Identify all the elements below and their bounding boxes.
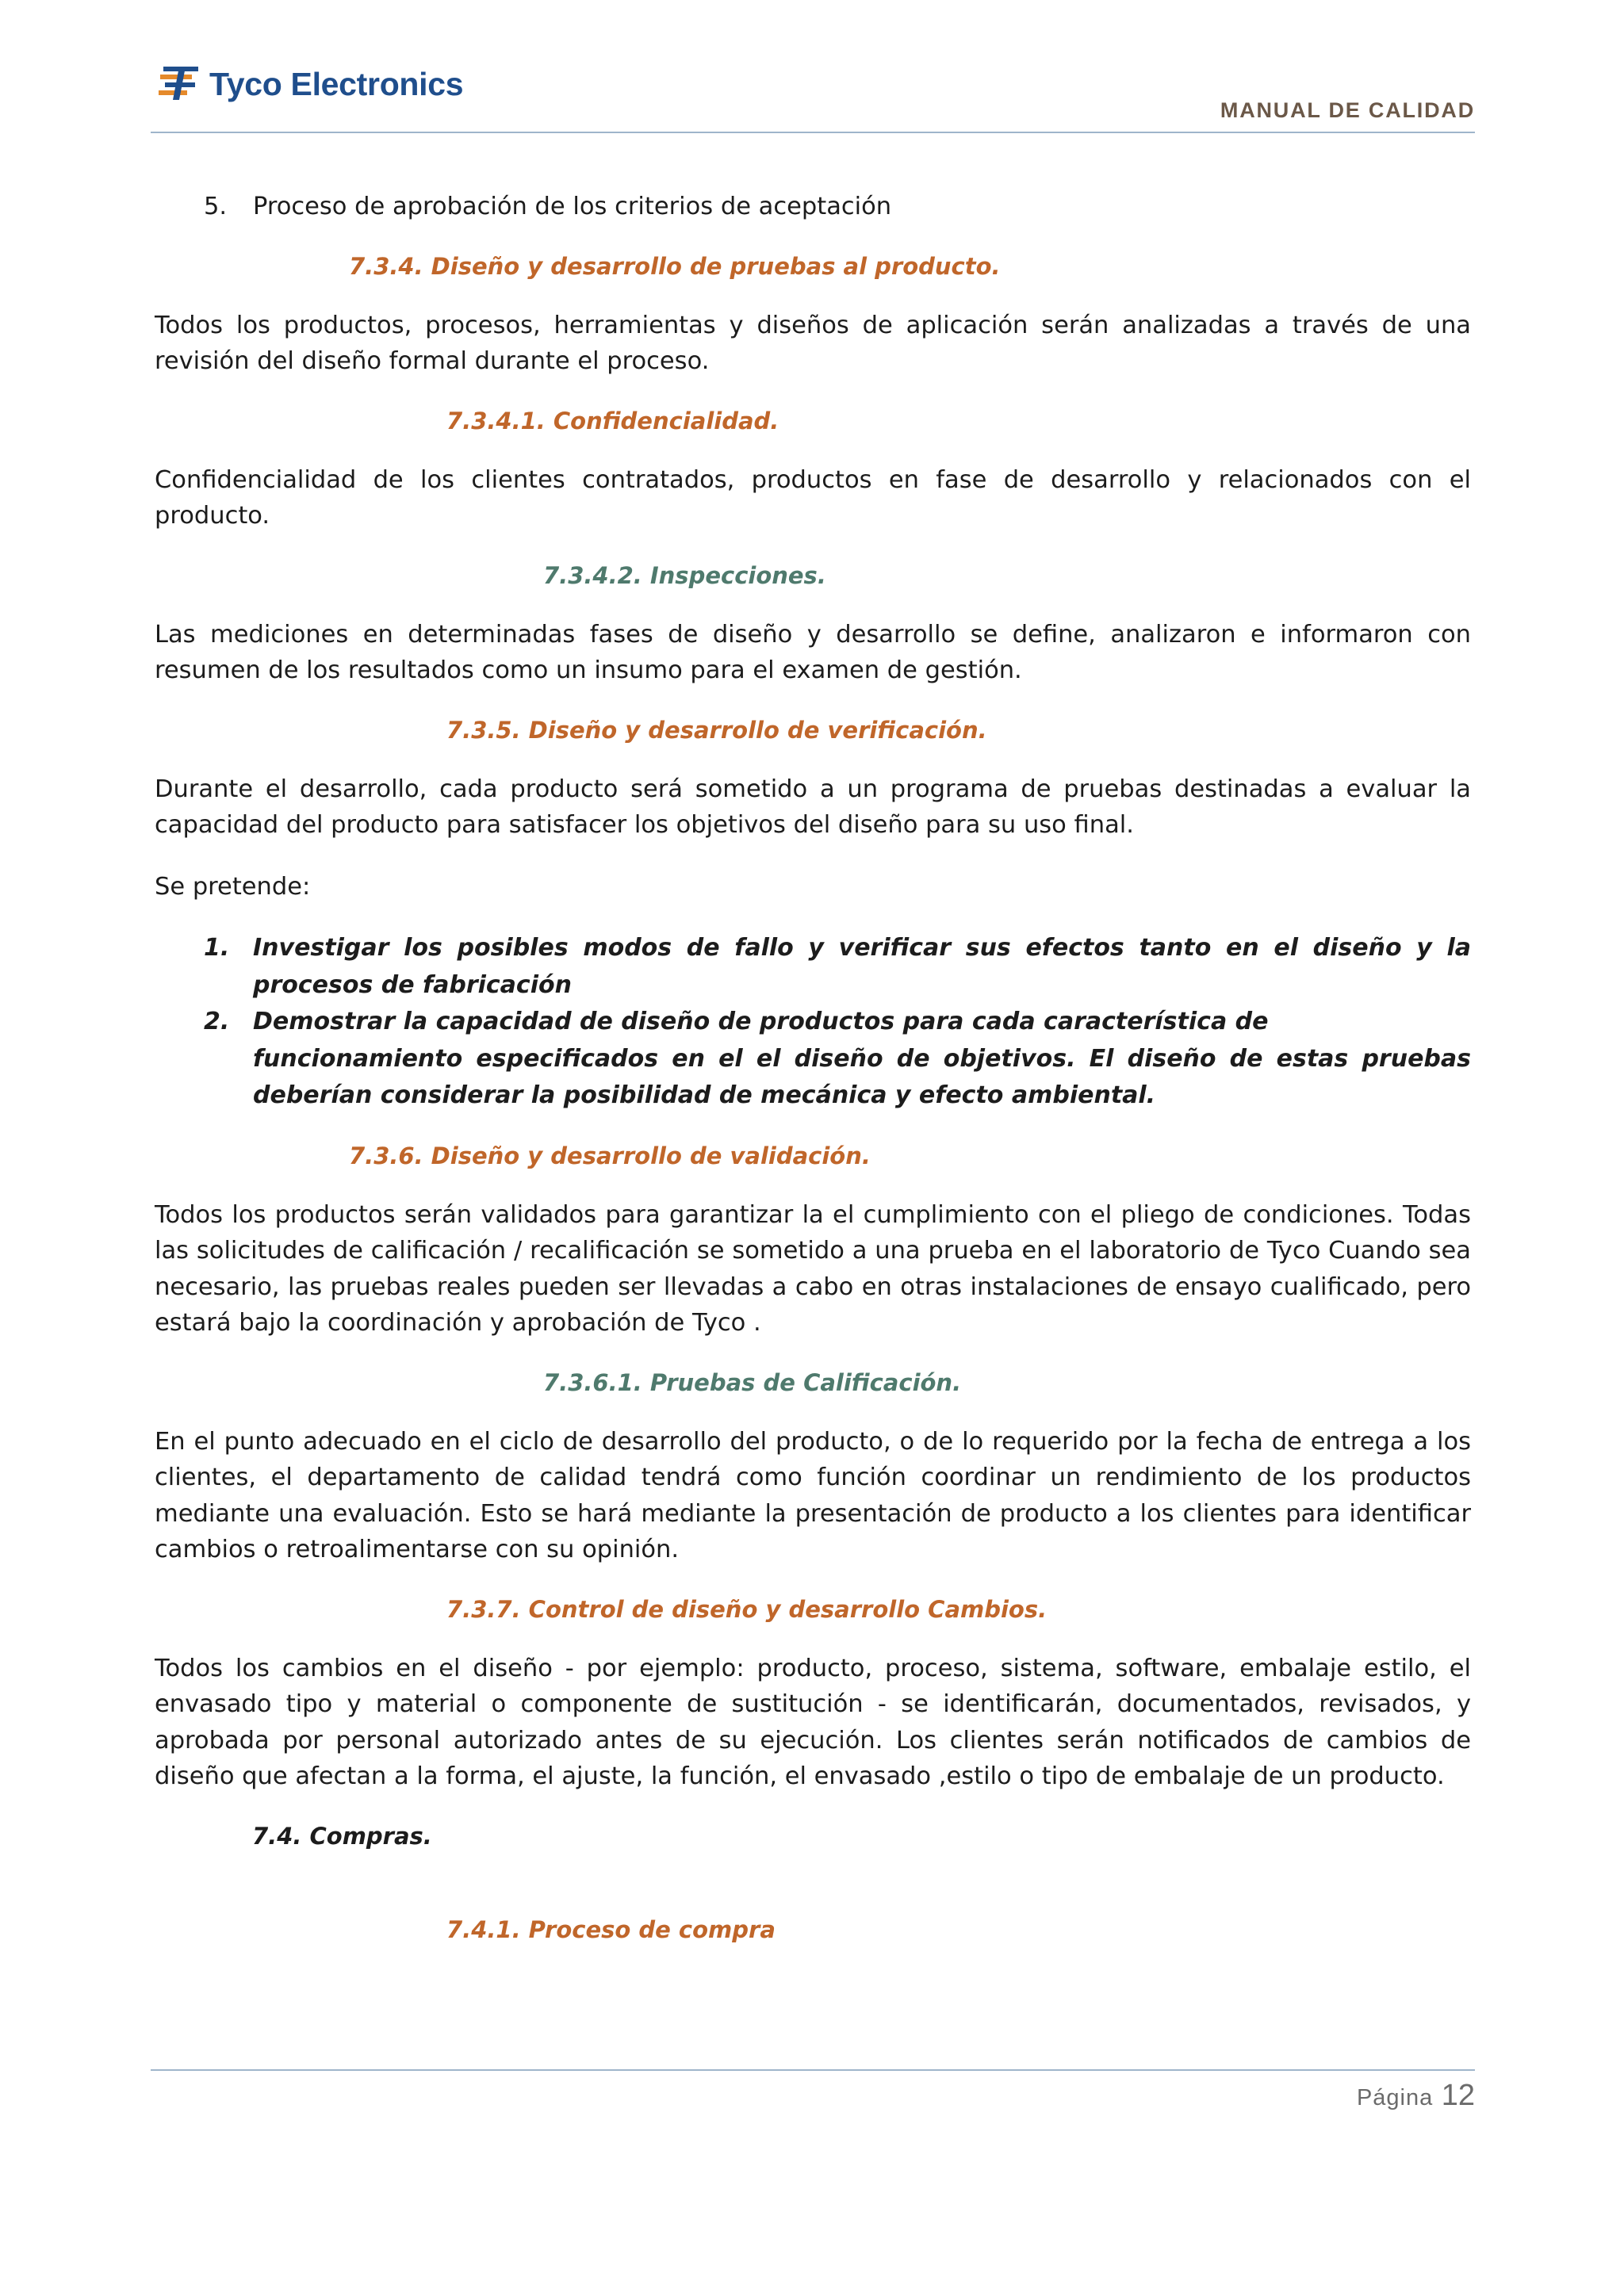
page-number-value: 12	[1441, 2079, 1475, 2112]
list-item-line: Demostrar la capacidad de diseño de productos para cada característica de	[253, 1008, 1269, 1035]
list-item	[204, 930, 1471, 1004]
list-item-line: funcionamiento especificados en el el diseño de objetivos. El diseño de estas pruebas deberían considerar la posibilidad de mecánica y efecto ambiental.	[253, 1044, 1471, 1109]
list-item-text: Investigar los posibles modos de fallo y verificar sus efectos tanto en el diseño y la procesos de fabricación	[253, 934, 1471, 999]
paragraph-7-3-4: Todos los productos, procesos, herramientas y diseños de aplicación serán analizadas a través de una revisión del diseño formal durante el proceso.	[155, 311, 1471, 375]
logo-text: Tyco Electronics	[209, 65, 464, 102]
page-content	[155, 189, 1471, 1946]
heading-7-3-4-1: 7.3.4.1. Confidencialidad.	[446, 407, 779, 434]
heading-7-3-6-1: 7.3.6.1. Pruebas de Calificación.	[543, 1368, 962, 1396]
tyco-logo-icon	[159, 63, 203, 105]
heading-7-3-4: 7.3.4. Diseño y desarrollo de pruebas al producto.	[349, 252, 1001, 280]
paragraph-7-3-6-1: En el punto adecuado en el ciclo de desarrollo del producto, o de lo requerido por la fecha de entrega a los clientes, el departamento de calidad tendrá como función coordinar un rendimiento de los productos mediante una evaluación. Esto se hará mediante la presentación de producto a los clientes para identificar cambios o retroalimentarse con su opinión.	[155, 1427, 1471, 1563]
company-logo	[159, 63, 463, 105]
list-item-number: 1.	[204, 934, 230, 962]
item-number: 5.	[204, 193, 228, 220]
paragraph-7-3-4-1: Confidencialidad de los clientes contratados, productos en fase de desarrollo y relacionados con el producto.	[155, 465, 1471, 530]
list-item-number: 2.	[204, 1008, 230, 1035]
item-text: Proceso de aprobación de los criterios de aceptación	[253, 193, 892, 220]
page-label: Página	[1356, 2085, 1434, 2110]
heading-7-3-4-2: 7.3.4.2. Inspecciones.	[543, 561, 826, 589]
footer-divider	[151, 2069, 1475, 2071]
heading-7-3-7: 7.3.7. Control de diseño y desarrollo Cambios.	[446, 1595, 1048, 1623]
paragraph-7-3-4-2: Las mediciones en determinadas fases de diseño y desarrollo se define, analizaron e informaron con resumen de los resultados como un insumo para el examen de gestión.	[155, 620, 1471, 684]
paragraph-7-3-7: Todos los cambios en el diseño - por ejemplo: producto, proceso, sistema, software, embalaje estilo, el envasado tipo y material o componente de sustitución - se identificarán, documentados, revisados, y aprobada por personal autorizado antes de su ejecución. Los clientes serán notificados de cambios de diseño que afectan a la forma, el ajuste, la función, el envasado ,estilo o tipo de embalaje de un producto.	[155, 1654, 1471, 1790]
heading-7-4: 7.4. Compras.	[252, 1822, 432, 1850]
heading-7-4-1: 7.4.1. Proceso de compra	[446, 1915, 776, 1943]
page-header	[151, 57, 1475, 133]
page-number	[1357, 2079, 1475, 2113]
document-title: MANUAL DE CALIDAD	[1220, 98, 1475, 122]
paragraph-7-3-6: Todos los productos serán validados para garantizar la el cumplimiento con el pliego de condiciones. Todas las solicitudes de calificación / recalificación se sometido a una prueba en el laboratorio de Tyco Cuando sea necesario, las pruebas reales pueden ser llevadas a cabo en otras instalaciones de ensayo cualificado, pero estará bajo la coordinación y aprobación de Tyco .	[155, 1200, 1471, 1337]
page-footer	[151, 2069, 1475, 2112]
list-item-text	[253, 1004, 1471, 1115]
list-item	[204, 1004, 1471, 1115]
paragraph-se-pretende: Se pretende:	[155, 872, 311, 901]
header-divider	[151, 132, 1475, 133]
heading-7-3-5: 7.3.5. Diseño y desarrollo de verificación.	[446, 716, 987, 744]
paragraph-7-3-5: Durante el desarrollo, cada producto será sometido a un programa de pruebas destinadas a evaluar la capacidad del producto para satisfacer los objetivos del diseño para su uso final.	[155, 775, 1471, 839]
objectives-list	[204, 930, 1471, 1115]
numbered-item-5	[204, 189, 1471, 225]
heading-7-3-6: 7.3.6. Diseño y desarrollo de validación.	[349, 1142, 871, 1169]
